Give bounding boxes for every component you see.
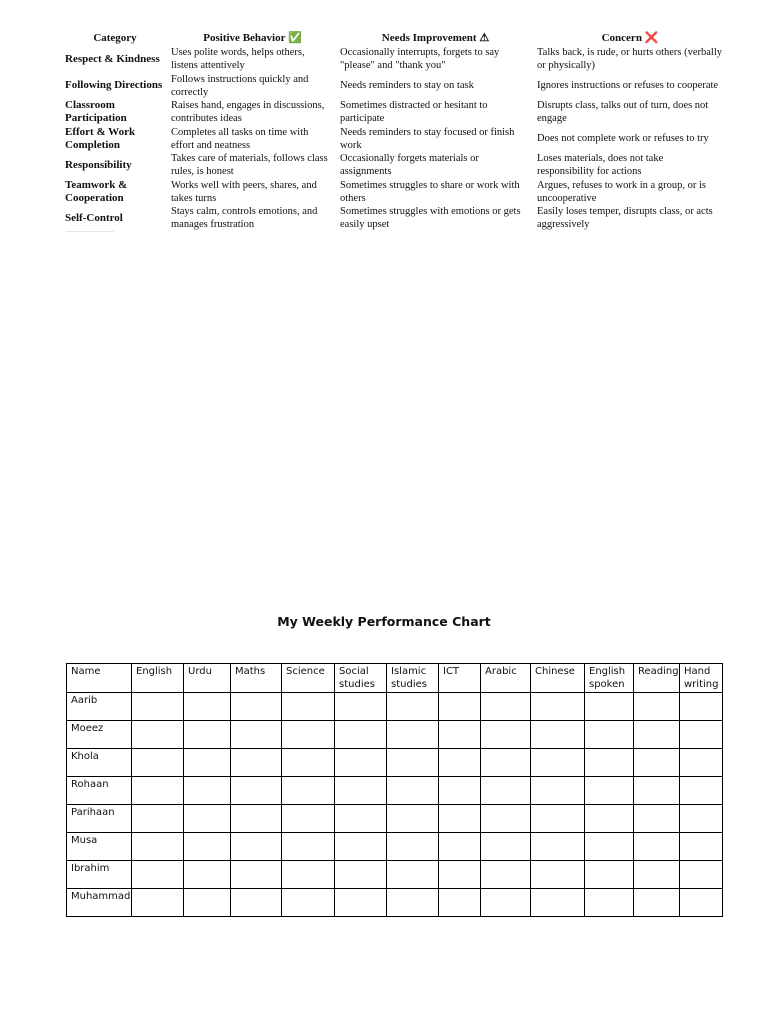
performance-cell[interactable] xyxy=(282,889,335,917)
column-header-science: Science xyxy=(282,664,335,693)
rubric-needs-improvement: Sometimes struggles with emotions or gets easily upset xyxy=(340,206,521,231)
performance-cell[interactable] xyxy=(531,861,585,889)
performance-cell[interactable] xyxy=(282,805,335,833)
performance-cell[interactable] xyxy=(184,833,231,861)
performance-cell[interactable] xyxy=(387,889,439,917)
performance-cell[interactable] xyxy=(282,861,335,889)
performance-cell[interactable] xyxy=(231,693,282,721)
performance-cell[interactable] xyxy=(585,833,634,861)
performance-cell[interactable] xyxy=(387,721,439,749)
performance-cell[interactable] xyxy=(680,777,723,805)
column-header-english: English xyxy=(132,664,184,693)
student-name: Rohaan xyxy=(67,777,132,805)
column-header-name: Name xyxy=(67,664,132,693)
rubric-concern: Ignores instructions or refuses to cooperate xyxy=(537,80,719,92)
performance-cell[interactable] xyxy=(531,833,585,861)
performance-cell[interactable] xyxy=(387,833,439,861)
rubric-needs-improvement: Sometimes struggles to share or work with others xyxy=(340,179,520,204)
header-positive-behavior: Positive Behavior ✅ xyxy=(203,31,302,44)
performance-cell[interactable] xyxy=(184,721,231,749)
student-name: Musa xyxy=(67,833,132,861)
student-row xyxy=(67,749,723,777)
performance-cell[interactable] xyxy=(132,777,184,805)
performance-cell[interactable] xyxy=(231,805,282,833)
performance-cell[interactable] xyxy=(585,889,634,917)
performance-cell[interactable] xyxy=(634,777,680,805)
column-header-chinese: Chinese xyxy=(531,664,585,693)
performance-cell[interactable] xyxy=(335,721,387,749)
performance-cell[interactable] xyxy=(132,693,184,721)
performance-cell[interactable] xyxy=(184,889,231,917)
performance-cell[interactable] xyxy=(481,721,531,749)
performance-cell[interactable] xyxy=(439,693,481,721)
performance-cell[interactable] xyxy=(439,889,481,917)
performance-cell[interactable] xyxy=(680,805,723,833)
performance-cell[interactable] xyxy=(184,693,231,721)
performance-cell[interactable] xyxy=(184,861,231,889)
performance-cell[interactable] xyxy=(282,833,335,861)
performance-cell[interactable] xyxy=(132,749,184,777)
student-name: Ibrahim xyxy=(67,861,132,889)
performance-cell[interactable] xyxy=(531,805,585,833)
rubric-positive: Uses polite words, helps others, listens attentively xyxy=(171,47,305,72)
student-name: Moeez xyxy=(67,721,132,749)
rubric-row xyxy=(62,99,726,126)
rubric-positive: Follows instructions quickly and correctly xyxy=(171,73,309,98)
chart-title: My Weekly Performance Chart xyxy=(277,614,491,629)
performance-cell[interactable] xyxy=(387,749,439,777)
student-name: Muhammad xyxy=(67,889,132,917)
rubric-category: Self-Control xyxy=(65,211,123,224)
rubric-positive: Takes care of materials, follows class rules, is honest xyxy=(171,153,328,178)
performance-cell[interactable] xyxy=(585,861,634,889)
rubric-concern: Does not complete work or refuses to try xyxy=(537,133,709,145)
performance-cell[interactable] xyxy=(282,693,335,721)
rubric-row xyxy=(62,205,726,232)
performance-cell[interactable] xyxy=(439,833,481,861)
performance-cell[interactable] xyxy=(634,749,680,777)
performance-cell[interactable] xyxy=(184,777,231,805)
rubric-concern: Disrupts class, talks out of turn, does not engage xyxy=(537,100,709,125)
rubric-positive: Raises hand, engages in discussions, contributes ideas xyxy=(171,100,325,125)
performance-cell[interactable] xyxy=(531,721,585,749)
performance-cell[interactable] xyxy=(481,693,531,721)
rubric-needs-improvement: Needs reminders to stay focused or finish work xyxy=(340,126,515,151)
performance-cell[interactable] xyxy=(585,805,634,833)
rubric-category: Classroom Participation xyxy=(65,99,127,125)
performance-cell[interactable] xyxy=(439,749,481,777)
header-needs-improvement: Needs Improvement ⚠ xyxy=(381,31,490,44)
rubric-positive: Works well with peers, shares, and takes turns xyxy=(171,179,317,204)
student-row xyxy=(67,693,723,721)
performance-cell[interactable] xyxy=(132,833,184,861)
performance-cell[interactable] xyxy=(680,833,723,861)
rubric-header-row xyxy=(62,30,726,46)
rubric-row xyxy=(62,126,726,153)
rubric-needs-improvement: Occasionally interrupts, forgets to say "please" and "thank you" xyxy=(340,47,500,72)
performance-cell[interactable] xyxy=(481,833,531,861)
performance-cell[interactable] xyxy=(531,889,585,917)
performance-cell[interactable] xyxy=(680,693,723,721)
column-header-arabic: Arabic xyxy=(481,664,531,693)
performance-cell[interactable] xyxy=(585,749,634,777)
performance-cell[interactable] xyxy=(282,749,335,777)
performance-cell[interactable] xyxy=(231,721,282,749)
performance-cell[interactable] xyxy=(387,805,439,833)
performance-cell[interactable] xyxy=(231,861,282,889)
performance-cell[interactable] xyxy=(335,833,387,861)
performance-cell[interactable] xyxy=(481,777,531,805)
performance-cell[interactable] xyxy=(335,693,387,721)
performance-cell[interactable] xyxy=(184,805,231,833)
performance-cell[interactable] xyxy=(231,889,282,917)
performance-cell[interactable] xyxy=(680,889,723,917)
student-row xyxy=(67,777,723,805)
performance-cell[interactable] xyxy=(439,805,481,833)
header-category: Category xyxy=(93,31,137,44)
weekly-table-body xyxy=(67,693,723,917)
performance-cell[interactable] xyxy=(634,805,680,833)
rubric-needs-improvement: Needs reminders to stay on task xyxy=(340,80,474,92)
column-header-maths: Maths xyxy=(231,664,282,693)
rubric-positive: Completes all tasks on time with effort and neatness xyxy=(171,126,309,151)
column-header-ict: ICT xyxy=(439,664,481,693)
performance-cell[interactable] xyxy=(335,805,387,833)
performance-cell[interactable] xyxy=(634,861,680,889)
performance-cell[interactable] xyxy=(634,721,680,749)
performance-cell[interactable] xyxy=(585,777,634,805)
header-concern: Concern ❌ xyxy=(601,31,659,44)
column-header-english-spoken: English spoken xyxy=(585,664,634,693)
performance-cell[interactable] xyxy=(634,889,680,917)
performance-cell[interactable] xyxy=(481,805,531,833)
performance-cell[interactable] xyxy=(585,721,634,749)
performance-cell[interactable] xyxy=(132,861,184,889)
performance-cell[interactable] xyxy=(231,833,282,861)
performance-cell[interactable] xyxy=(231,777,282,805)
rubric-row xyxy=(62,46,726,73)
performance-cell[interactable] xyxy=(439,721,481,749)
performance-cell[interactable] xyxy=(387,861,439,889)
rubric-row xyxy=(62,73,726,100)
performance-cell[interactable] xyxy=(335,777,387,805)
rubric-category: Respect & Kindness xyxy=(65,52,160,65)
column-header-hand-writing: Hand writing xyxy=(680,664,723,693)
performance-cell[interactable] xyxy=(481,749,531,777)
student-name: Khola xyxy=(67,749,132,777)
student-name: Aarib xyxy=(67,693,132,721)
column-header-reading: Reading xyxy=(634,664,680,693)
performance-cell[interactable] xyxy=(531,693,585,721)
rubric-category: Effort & Work Completion xyxy=(65,125,136,151)
rubric-category: Following Directions xyxy=(65,79,163,92)
performance-cell[interactable] xyxy=(387,777,439,805)
student-row xyxy=(67,889,723,917)
rubric-concern: Argues, refuses to work in a group, or is uncooperative xyxy=(537,179,706,204)
performance-cell[interactable] xyxy=(335,749,387,777)
performance-cell[interactable] xyxy=(184,749,231,777)
rubric-positive: Stays calm, controls emotions, and manages frustration xyxy=(171,206,318,231)
rubric-concern: Talks back, is rude, or hurts others (verbally or physically) xyxy=(537,47,723,72)
rubric-category: Teamwork & Cooperation xyxy=(65,178,128,204)
rubric-needs-improvement: Occasionally forgets materials or assignments xyxy=(340,153,479,178)
rubric-row xyxy=(62,179,726,206)
performance-cell[interactable] xyxy=(282,777,335,805)
rubric-concern: Easily loses temper, disrupts class, or acts aggressively xyxy=(537,206,713,231)
performance-cell[interactable] xyxy=(387,693,439,721)
rubric-category: Responsibility xyxy=(65,158,132,171)
performance-cell[interactable] xyxy=(585,693,634,721)
performance-cell[interactable] xyxy=(680,861,723,889)
performance-cell[interactable] xyxy=(132,721,184,749)
student-name: Parihaan xyxy=(67,805,132,833)
rubric-row xyxy=(62,152,726,179)
student-row xyxy=(67,861,723,889)
student-row xyxy=(67,805,723,833)
rubric-concern: Loses materials, does not take responsibility for actions xyxy=(537,153,664,178)
student-row xyxy=(67,833,723,861)
performance-cell[interactable] xyxy=(531,749,585,777)
performance-cell[interactable] xyxy=(634,693,680,721)
performance-cell[interactable] xyxy=(231,749,282,777)
performance-cell[interactable] xyxy=(481,861,531,889)
weekly-performance-table xyxy=(66,663,723,917)
performance-cell[interactable] xyxy=(680,749,723,777)
performance-cell[interactable] xyxy=(132,805,184,833)
performance-cell[interactable] xyxy=(335,861,387,889)
student-row xyxy=(67,721,723,749)
column-header-islamic-studies: Islamic studies xyxy=(387,664,439,693)
faint-divider xyxy=(66,231,114,232)
performance-cell[interactable] xyxy=(439,777,481,805)
column-header-social-studies: Social studies xyxy=(335,664,387,693)
performance-cell[interactable] xyxy=(680,721,723,749)
column-header-urdu: Urdu xyxy=(184,664,231,693)
performance-cell[interactable] xyxy=(335,889,387,917)
performance-cell[interactable] xyxy=(132,889,184,917)
weekly-header-row xyxy=(67,664,723,693)
behavior-rubric-table xyxy=(62,30,726,232)
performance-cell[interactable] xyxy=(531,777,585,805)
performance-cell[interactable] xyxy=(282,721,335,749)
performance-cell[interactable] xyxy=(634,833,680,861)
performance-cell[interactable] xyxy=(439,861,481,889)
rubric-needs-improvement: Sometimes distracted or hesitant to participate xyxy=(340,100,488,125)
performance-cell[interactable] xyxy=(481,889,531,917)
